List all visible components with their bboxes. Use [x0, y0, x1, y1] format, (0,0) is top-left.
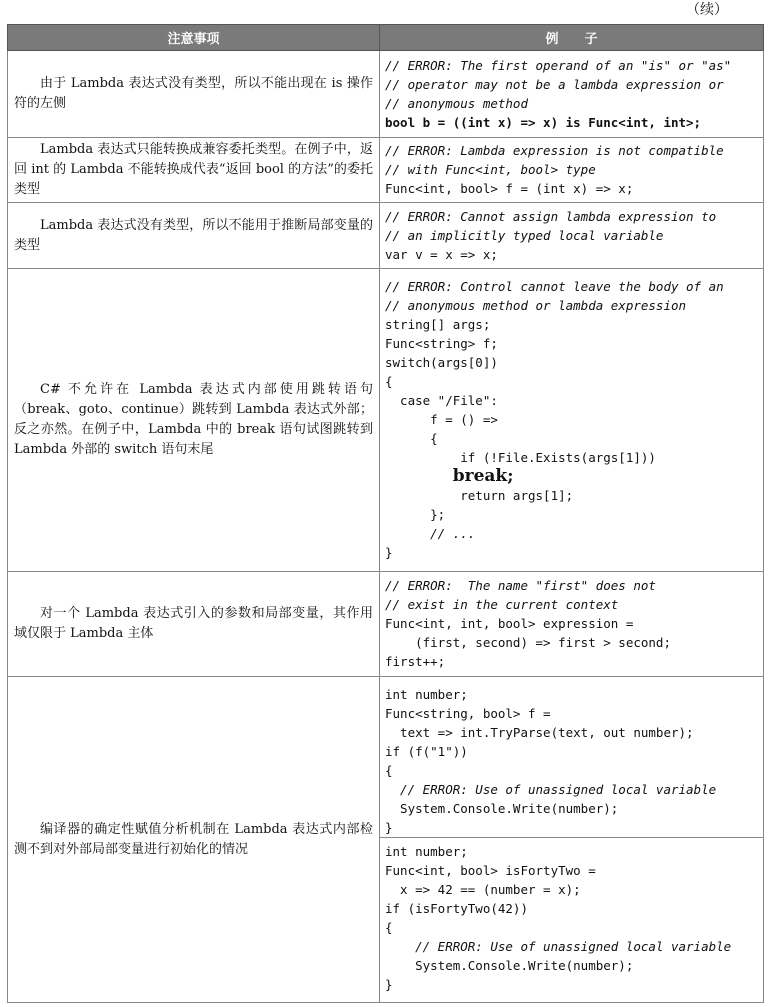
code-line: { — [385, 431, 438, 446]
code-line: case "/File": — [385, 393, 498, 408]
notes-table — [7, 24, 764, 1003]
code-block — [385, 682, 759, 837]
code-line: } — [385, 820, 393, 835]
table-row — [8, 138, 764, 203]
code-line: // ERROR: Control cannot leave the body of an — [385, 279, 724, 294]
code-line: Func<int, bool> isFortyTwo = — [385, 863, 596, 878]
code-block — [385, 277, 759, 562]
code-line: break; — [452, 466, 514, 486]
code-line: } — [385, 545, 393, 560]
note-text: Lambda 表达式只能转换成兼容委托类型。在例子中，返回 int 的 Lambda 不能转换成代表“返回 bool 的方法”的委托类型 — [14, 142, 373, 197]
code-line: Func<int, int, bool> expression = — [385, 616, 634, 631]
code-block — [385, 141, 759, 198]
code-line: if (!File.Exists(args[1])) — [385, 450, 656, 465]
code-line: // with Func<int, bool> type — [385, 162, 596, 177]
note-cell — [8, 572, 380, 677]
code-line: { — [385, 763, 393, 778]
code-line: // ERROR: Cannot assign lambda expression to — [385, 208, 717, 224]
table-row — [8, 269, 764, 572]
code-line: if (isFortyTwo(42)) — [385, 901, 528, 916]
code-line: x => 42 == (number = x); — [385, 882, 581, 897]
note-text: 由于 Lambda 表达式没有类型，所以不能出现在 is 操作符的左侧 — [14, 76, 373, 111]
table-header-row — [8, 25, 764, 51]
code-line: }; — [385, 507, 446, 522]
code-line: first++; — [385, 654, 446, 669]
table-row — [8, 677, 764, 1003]
code-line: var v = x => x; — [385, 246, 498, 262]
code-line: string[] args; — [385, 317, 491, 332]
code-subblock — [380, 837, 763, 996]
code-line: // anonymous method — [385, 95, 528, 111]
code-line: Func<string, bool> f = — [385, 706, 551, 721]
code-line: // ERROR: Use of unassigned local variable — [385, 782, 717, 797]
table-row — [8, 572, 764, 677]
code-cell — [380, 138, 764, 203]
header-example: 例 子 — [380, 25, 764, 51]
note-cell — [8, 677, 380, 1003]
code-cell — [380, 677, 764, 1003]
table-row — [8, 203, 764, 269]
code-line: { — [385, 374, 393, 389]
code-line: if (f("1")) — [385, 744, 468, 759]
code-line: { — [385, 920, 393, 935]
code-line: // operator may not be a lambda expression or — [385, 76, 724, 92]
header-note: 注意事项 — [8, 25, 380, 51]
code-line: // ERROR: Use of unassigned local variable — [385, 939, 732, 954]
note-cell — [8, 203, 380, 269]
code-line: // exist in the current context — [385, 597, 619, 612]
code-cell — [380, 203, 764, 269]
code-line: bool b = ((int x) => x) is Func<int, int>; — [385, 114, 702, 130]
code-line: text => int.TryParse(text, out number); — [385, 725, 694, 740]
code-block — [385, 576, 759, 671]
code-line: // an implicitly typed local variable — [385, 227, 664, 243]
code-line: int number; — [385, 844, 468, 859]
code-line: System.Console.Write(number); — [385, 801, 619, 816]
code-line: switch(args[0]) — [385, 355, 498, 370]
code-line: return args[1]; — [385, 488, 574, 503]
code-line: Func<int, bool> f = (int x) => x; — [385, 181, 634, 196]
code-line: // ... — [385, 526, 476, 541]
code-line: int number; — [385, 687, 468, 702]
note-text: C# 不允许在 Lambda 表达式内部使用跳转语句（break、goto、continue）跳转到 Lambda 表达式外部；反之亦然。在例子中，Lambda 中的 break 语句试图跳转到 Lambda 外部的 switch 语句末尾 — [14, 382, 373, 457]
note-cell — [8, 138, 380, 203]
continued-label: （续） — [686, 2, 728, 18]
code-line: Func<string> f; — [385, 336, 498, 351]
note-text: 编译器的确定性赋值分析机制在 Lambda 表达式内部检测不到对外部局部变量进行初始化的情况 — [14, 821, 373, 857]
code-line: // ERROR: Lambda expression is not compatible — [385, 143, 724, 158]
code-cell — [380, 572, 764, 677]
code-cell — [380, 269, 764, 572]
code-line: // anonymous method or lambda expression — [385, 298, 687, 313]
note-cell — [8, 51, 380, 138]
note-text: 对一个 Lambda 表达式引入的参数和局部变量，其作用域仅限于 Lambda 主体 — [14, 606, 373, 641]
code-line: } — [385, 977, 393, 992]
code-cell — [380, 51, 764, 138]
code-line: // ERROR: The name "first" does not — [385, 578, 656, 593]
code-block — [385, 842, 759, 994]
code-block — [385, 56, 759, 132]
note-cell — [8, 269, 380, 572]
table-row — [8, 51, 764, 138]
note-text: Lambda 表达式没有类型，所以不能用于推断局部变量的类型 — [14, 217, 373, 253]
code-line: // ERROR: The first operand of an "is" or "as" — [385, 57, 732, 73]
code-line: (first, second) => first > second; — [385, 635, 671, 650]
code-line: f = () => — [385, 412, 498, 427]
code-block — [385, 207, 759, 264]
code-line: System.Console.Write(number); — [385, 958, 634, 973]
